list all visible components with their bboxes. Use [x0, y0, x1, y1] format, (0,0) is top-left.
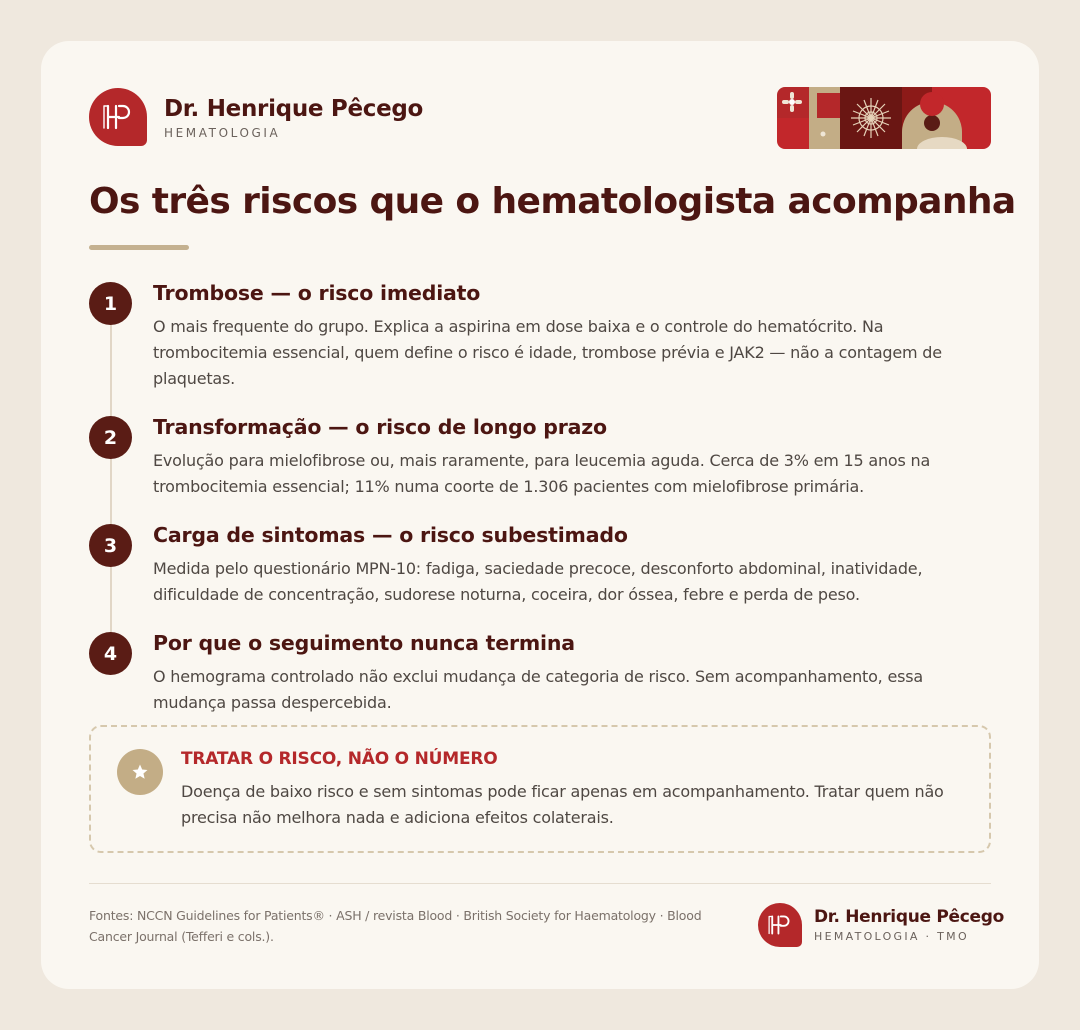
sources-text: Fontes: NCCN Guidelines for Patients® · ASH / revista Blood · British Society for Haematology · Blood Cancer Journal (Tefferi e cols.).	[89, 908, 702, 944]
step-title: Trombose — o risco imediato	[153, 281, 481, 305]
step-number: 3	[89, 524, 132, 567]
step-body: Medida pelo questionário MPN-10: fadiga, saciedade precoce, desconforto abdominal, inatividade, dificuldade de concentração, sudorese noturna, coceira, dor óssea, febre e perda de peso.	[153, 559, 923, 604]
header-brand	[89, 88, 423, 146]
callout-title: TRATAR O RISCO, NÃO O NÚMERO	[181, 749, 498, 769]
step-number: 4	[89, 632, 132, 675]
step-title: Transformação — o risco de longo prazo	[153, 415, 607, 439]
step-title: Por que o seguimento nunca termina	[153, 631, 575, 655]
step-body: O hemograma controlado não exclui mudança de categoria de risco. Sem acompanhamento, essa mudança passa despercebida.	[153, 667, 923, 712]
brand-subtitle: HEMATOLOGIA	[164, 125, 281, 140]
footer-brand	[758, 903, 1004, 947]
star-icon	[117, 749, 163, 795]
step-number: 2	[89, 416, 132, 459]
hp-monogram-icon	[89, 88, 147, 146]
footer-brand-subtitle: HEMATOLOGIA · TMO	[814, 930, 969, 943]
step-body: O mais frequente do grupo. Explica a aspirina em dose baixa e o controle do hematócrito. Na trombocitemia essencial, quem define o risco é idade, trombose prévia e JAK2 — não a contagem de plaquetas.	[153, 317, 942, 388]
callout-body: Doença de baixo risco e sem sintomas pode ficar apenas em acompanhamento. Tratar quem não precisa não melhora nada e adiciona efeitos colaterais.	[181, 782, 944, 827]
step-number: 1	[89, 282, 132, 325]
brand-name: Dr. Henrique Pêcego	[164, 95, 424, 122]
title-underline	[89, 245, 189, 250]
decorative-pattern-banner	[777, 87, 991, 149]
page-title: Os três riscos que o hematologista acompanha	[89, 181, 1016, 222]
content-card	[41, 41, 1039, 989]
footer-brand-name: Dr. Henrique Pêcego	[814, 907, 1004, 927]
step-body: Evolução para mielofibrose ou, mais raramente, para leucemia aguda. Cerca de 3% em 15 anos na trombocitemia essencial; 11% numa coorte de 1.306 pacientes com mielofibrose primária.	[153, 451, 931, 496]
hp-monogram-icon	[758, 903, 802, 947]
timeline-connector	[110, 304, 112, 654]
footer-divider	[89, 883, 991, 884]
callout-box	[89, 725, 991, 853]
step-title: Carga de sintomas — o risco subestimado	[153, 523, 628, 547]
